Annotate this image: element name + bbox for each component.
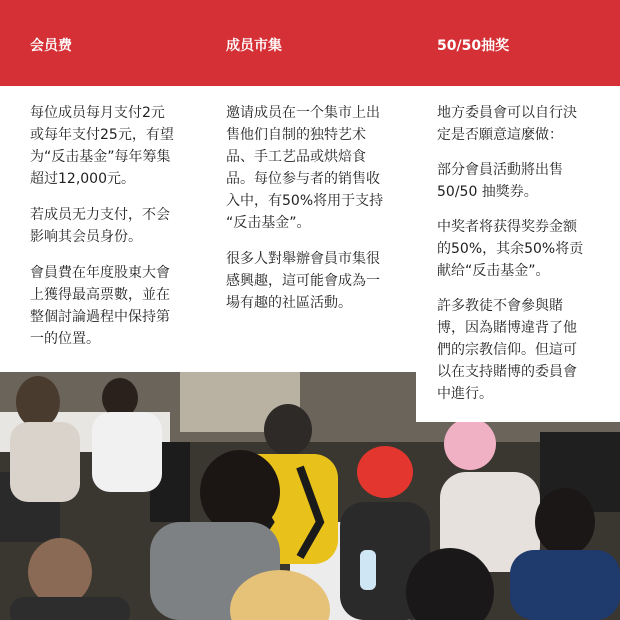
membership-fee-paragraph-3: 會員費在年度股東大會 上獲得最高票數，並在 整個討論過程中保持第 一的位置。 [30,265,170,347]
member-market-card [206,86,416,330]
raffle-paragraph-2: 部分會員活動將出售 50/50 抽獎券。 [437,162,563,200]
membership-fee-paragraph-2: 若成员无力支付，不会 影响其会员身份。 [30,207,170,245]
membership-fee-paragraph-1: 每位成员每月支付2元 或每年支付25元，有望 为“反击基金”每年筹集 超过12,000元。 [30,105,174,187]
member-market-paragraph-1: 邀请成员在一个集市上出 售他们自制的独特艺术 品、手工艺品或烘焙食 品。每位参与者的销售收 入中，有50%将用于支持 “反击基金”。 [226,105,384,231]
header-banner [0,0,620,86]
raffle-title: 50/50抽奖 [437,38,510,54]
raffle-card [416,86,620,422]
raffle-paragraph-3: 中奖者将获得奖券金额 的50%，其余50%将贡 献给“反击基金”。 [437,219,584,279]
raffle-paragraph-4: 許多教徒不會參與賭 博，因為賭博違背了他 們的宗教信仰。但這可 以在支持賭博的委員會 中進行。 [437,298,577,402]
member-market-title: 成员市集 [226,38,282,54]
member-market-paragraph-2: 很多人對舉辦會員市集很 感興趣，這可能會成為一 場有趣的社區活動。 [226,251,380,311]
raffle-paragraph-1: 地方委員會可以自行決 定是否願意這麼做： [437,105,577,143]
membership-fee-card [0,86,206,368]
membership-fee-title: 会员费 [30,38,72,54]
